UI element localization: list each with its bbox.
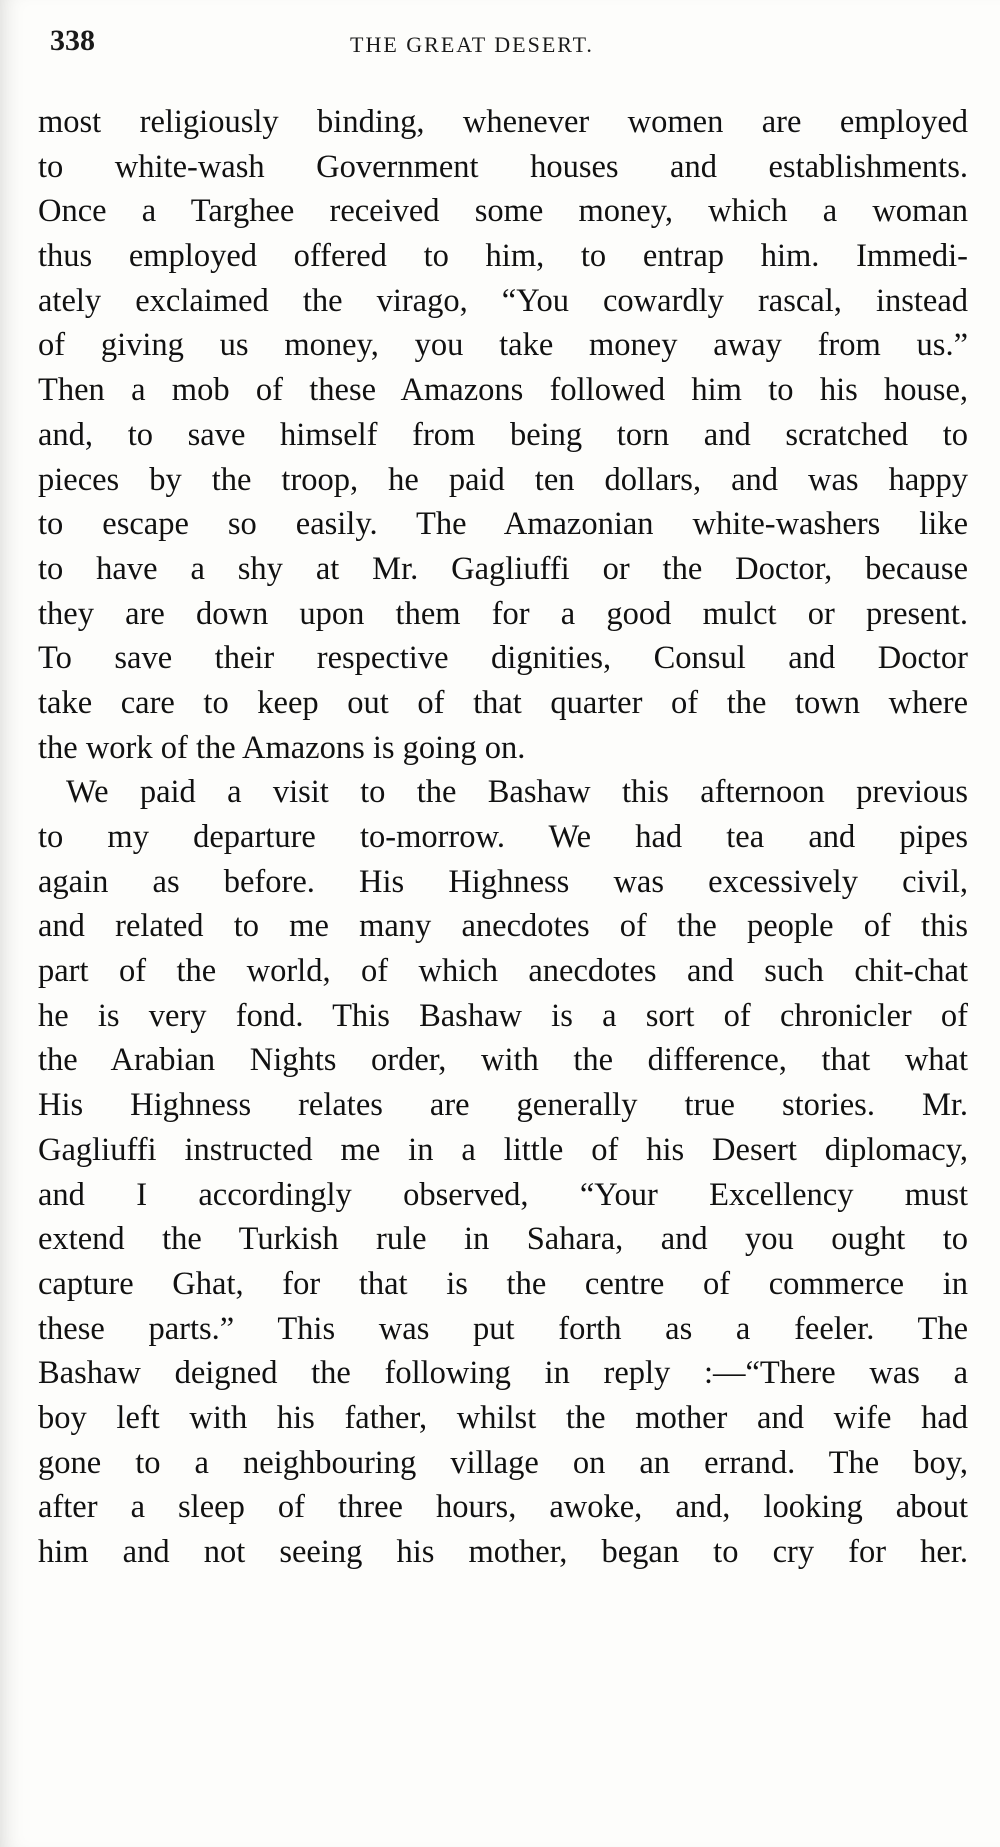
text-line: he is very fond. This Bashaw is a sort of chronicler of	[38, 997, 968, 1034]
text-line: to white-wash Government houses and establishments.	[38, 148, 968, 185]
text-line: the Arabian Nights order, with the difference, that what	[38, 1042, 968, 1079]
text-line: and, to save himself from being torn and scratched to	[38, 416, 968, 453]
text-line: pieces by the troop, he paid ten dollars, and was happy	[38, 461, 968, 498]
text-line: Then a mob of these Amazons followed him to his house,	[38, 372, 968, 409]
text-line: part of the world, of which anecdotes and such chit-chat	[38, 953, 968, 990]
text-line: extend the Turkish rule in Sahara, and you ought to	[38, 1221, 968, 1258]
running-title: THE GREAT DESERT.	[350, 32, 594, 57]
text-line: him and not seeing his mother, began to cry for her.	[38, 1534, 968, 1570]
text-line: most religiously binding, whenever women are employed	[38, 104, 968, 140]
page-number: 338	[50, 24, 95, 57]
text-line: Gagliuffi instructed me in a little of his Desert diplomacy,	[38, 1131, 968, 1168]
text-line: His Highness relates are generally true stories. Mr.	[38, 1087, 968, 1124]
text-line: of giving us money, you take money away from us.”	[38, 327, 968, 364]
text-line: Bashaw deigned the following in reply :—“There was a	[38, 1355, 968, 1392]
text-line: again as before. His Highness was excessively civil,	[38, 863, 968, 900]
text-line: boy left with his father, whilst the mother and wife had	[38, 1399, 968, 1436]
text-line: after a sleep of three hours, awoke, and, looking about	[38, 1489, 968, 1526]
text-line: ately exclaimed the virago, “You cowardly rascal, instead	[38, 282, 968, 319]
text-line: capture Ghat, for that is the centre of commerce in	[38, 1265, 968, 1302]
text-line: We paid a visit to the Bashaw this afternoon previous	[66, 774, 968, 811]
text-line: take care to keep out of that quarter of the town where	[38, 684, 968, 721]
text-line: they are down upon them for a good mulct or present.	[38, 595, 968, 632]
text-line: and related to me many anecdotes of the people of this	[38, 908, 968, 945]
running-head	[50, 24, 930, 64]
text-line: thus employed offered to him, to entrap him. Immedi-	[38, 238, 968, 275]
paragraph	[38, 100, 968, 770]
text-line: to have a shy at Mr. Gagliuffi or the Doctor, because	[38, 550, 968, 587]
body-text	[38, 100, 968, 1575]
text-line: and I accordingly observed, “Your Excellency must	[38, 1176, 968, 1213]
text-line: these parts.” This was put forth as a feeler. The	[38, 1310, 968, 1347]
text-line: To save their respective dignities, Consul and Doctor	[38, 640, 968, 677]
text-line: to my departure to-morrow. We had tea and pipes	[38, 819, 968, 855]
text-line: gone to a neighbouring village on an errand. The boy,	[38, 1444, 968, 1481]
text-line: Once a Targhee received some money, which a woman	[38, 193, 968, 230]
text-line: the work of the Amazons is going on.	[38, 729, 526, 766]
text-line: to escape so easily. The Amazonian white-washers like	[38, 506, 968, 543]
paragraph	[38, 770, 968, 1574]
